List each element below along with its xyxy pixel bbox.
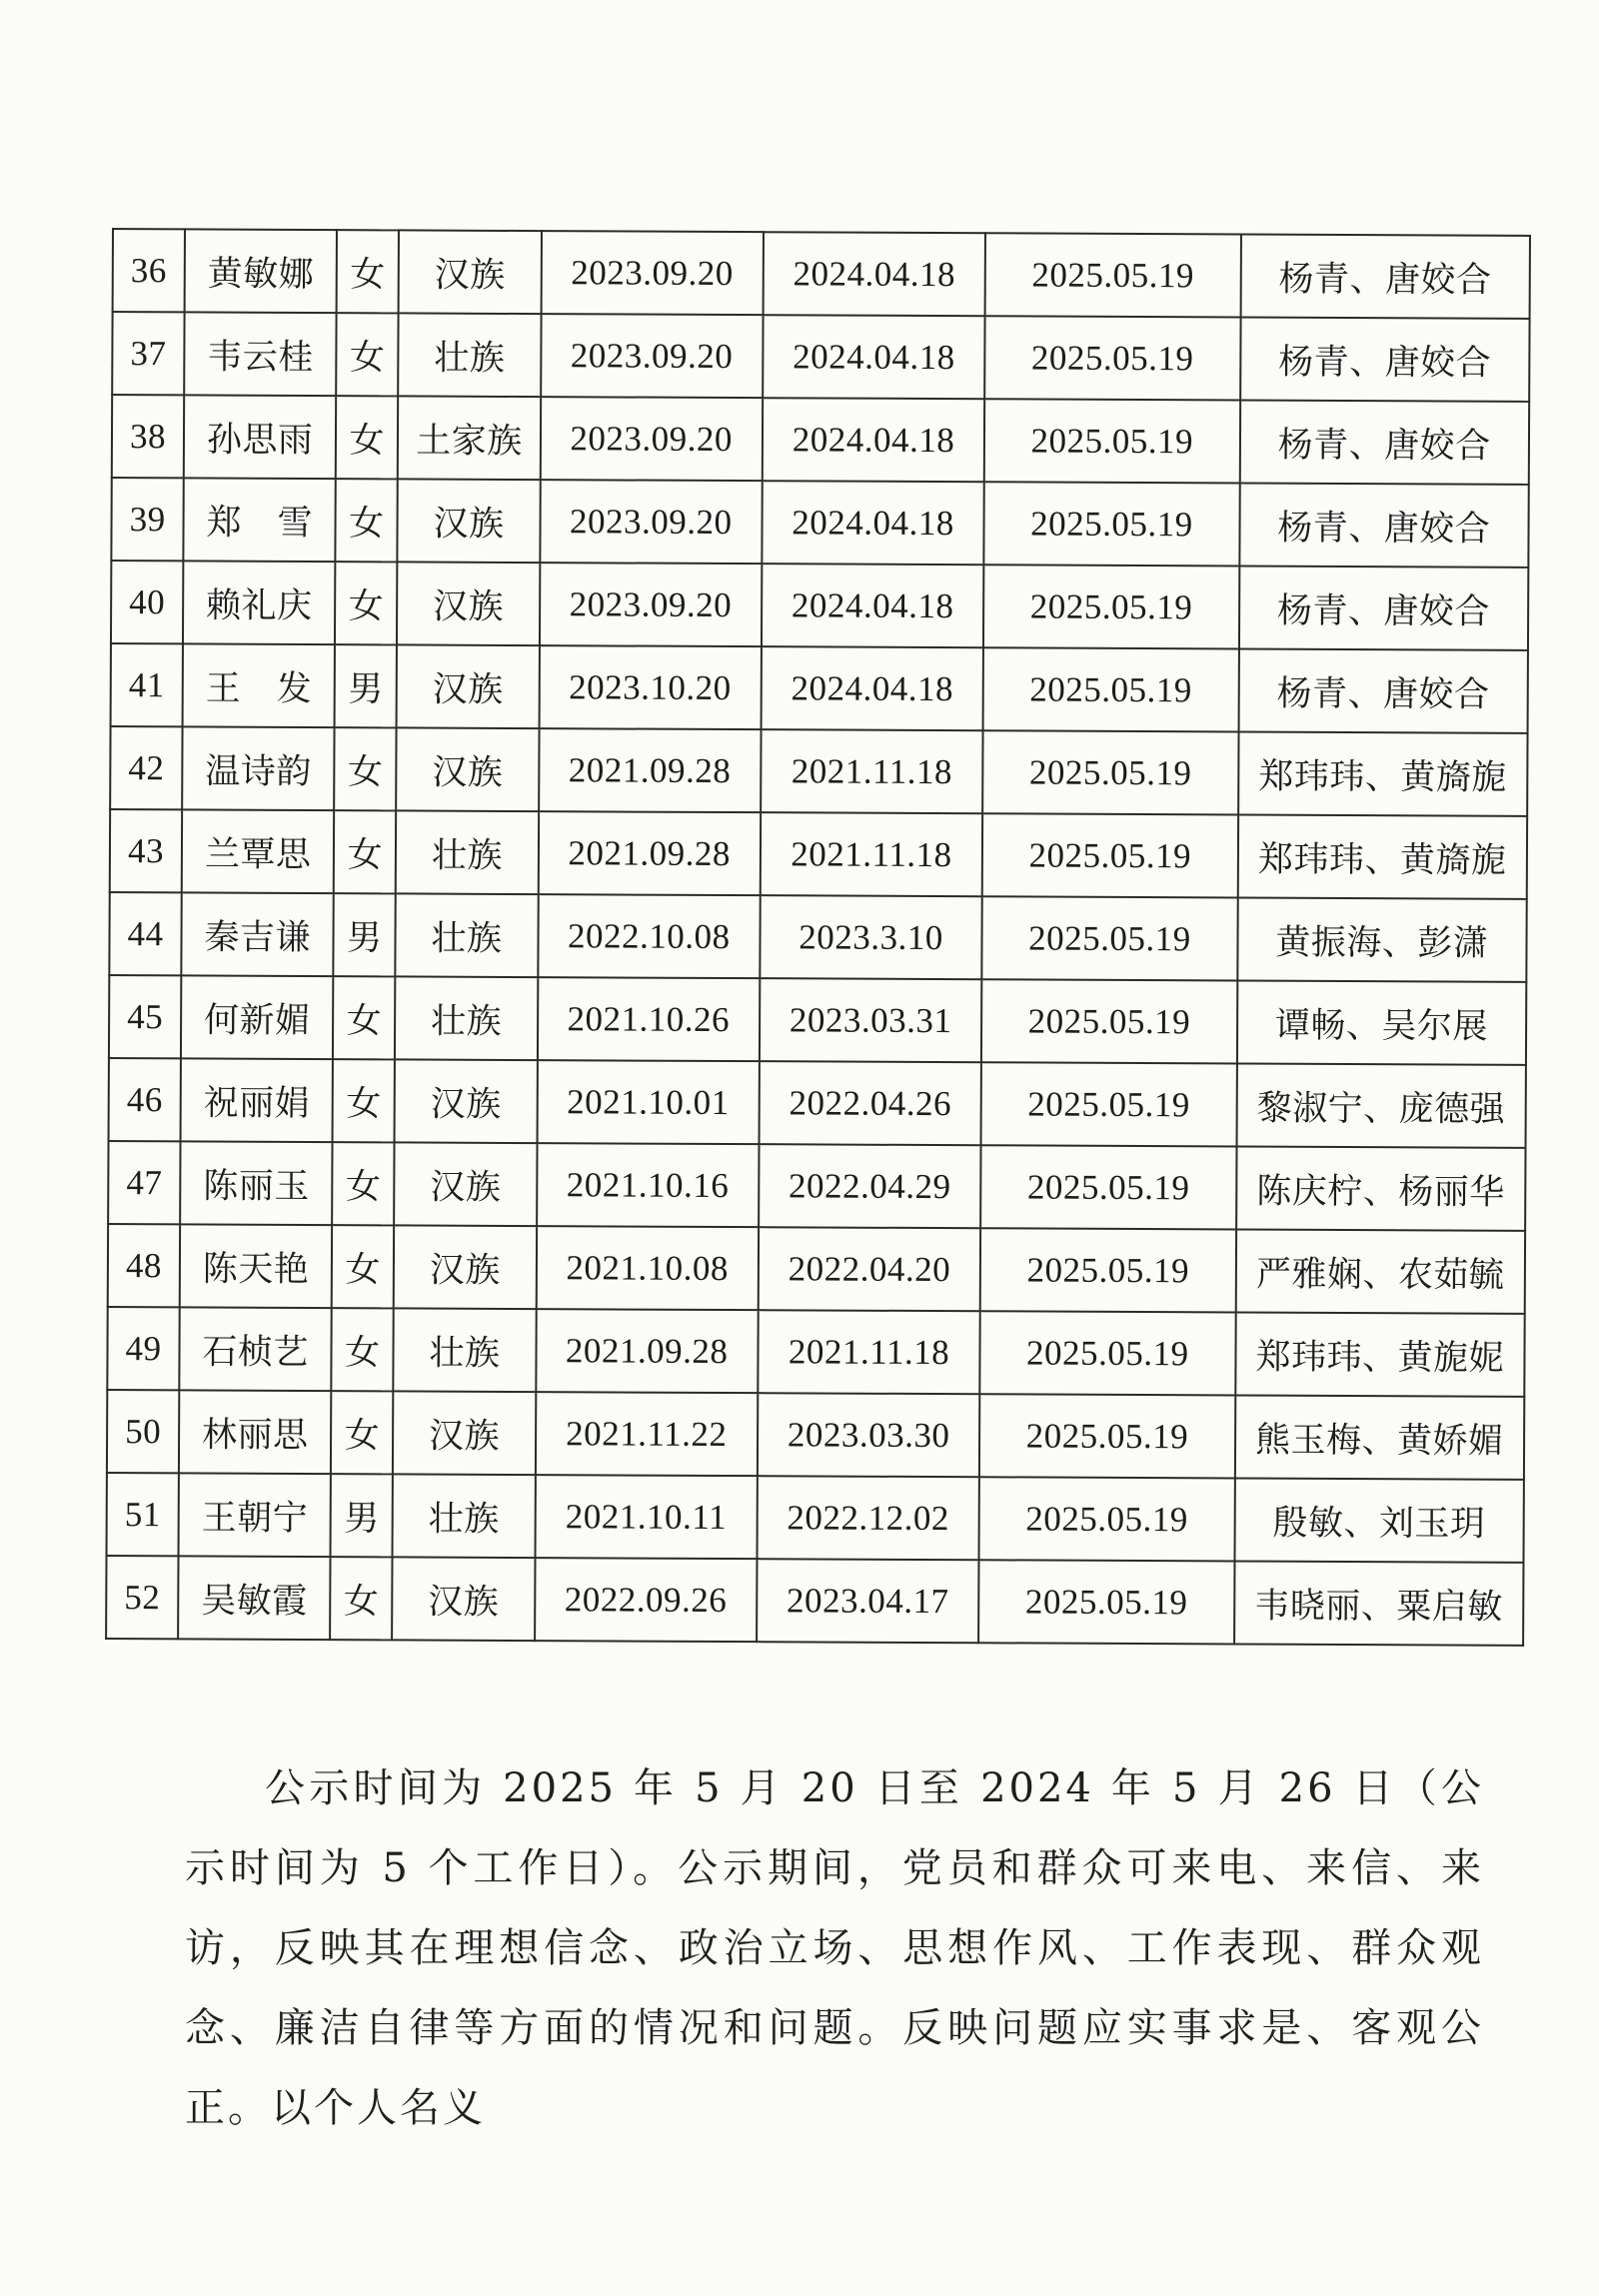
table-row bbox=[107, 1307, 1524, 1397]
introducers-cell: 韦晓丽、粟启敏 bbox=[1234, 1562, 1524, 1646]
application-date-cell: 2023.09.20 bbox=[540, 563, 763, 646]
member-sex-cell: 女 bbox=[332, 1225, 394, 1308]
member-name-cell: 吴敏霞 bbox=[178, 1556, 331, 1640]
member-sex-cell: 女 bbox=[337, 230, 399, 313]
member-name-cell: 兰覃思 bbox=[182, 809, 335, 893]
activist-date-cell: 2024.04.18 bbox=[763, 232, 985, 316]
candidate-date-cell: 2025.05.19 bbox=[981, 979, 1237, 1063]
member-sex-cell: 女 bbox=[336, 396, 398, 479]
member-sex-cell: 女 bbox=[334, 727, 396, 810]
candidate-date-cell: 2025.05.19 bbox=[979, 1394, 1235, 1478]
member-name-cell: 秦吉谦 bbox=[181, 892, 334, 976]
activist-date-cell: 2024.04.18 bbox=[762, 564, 984, 647]
member-ethnicity-cell: 壮族 bbox=[394, 1308, 537, 1392]
candidate-date-cell: 2025.05.19 bbox=[982, 730, 1238, 814]
application-date-cell: 2021.10.01 bbox=[537, 1060, 760, 1144]
publicity-notice bbox=[185, 1748, 1484, 2148]
member-name-cell: 王朝宁 bbox=[179, 1473, 332, 1557]
activist-date-cell: 2022.04.26 bbox=[759, 1061, 981, 1145]
introducers-cell: 郑玮玮、黄旖旎 bbox=[1238, 732, 1528, 816]
activist-date-cell: 2023.3.10 bbox=[760, 895, 982, 979]
table-row bbox=[109, 1058, 1526, 1148]
row-number-cell: 50 bbox=[107, 1390, 179, 1473]
activist-date-cell: 2024.04.18 bbox=[763, 398, 985, 482]
introducers-cell: 黎淑宁、庞德强 bbox=[1236, 1064, 1526, 1148]
candidate-date-cell: 2025.05.19 bbox=[984, 316, 1240, 400]
row-number-cell: 42 bbox=[110, 726, 182, 809]
introducers-cell: 杨青、唐姣合 bbox=[1239, 401, 1529, 485]
member-name-cell: 石桢艺 bbox=[179, 1307, 332, 1391]
candidate-date-cell: 2025.05.19 bbox=[980, 1228, 1236, 1312]
introducers-cell: 严雅娴、农茹毓 bbox=[1235, 1230, 1525, 1314]
table-row bbox=[109, 892, 1526, 982]
row-number-cell: 40 bbox=[111, 561, 183, 643]
application-date-cell: 2022.10.08 bbox=[538, 894, 761, 978]
introducers-cell: 黄振海、彭潇 bbox=[1237, 898, 1527, 982]
member-sex-cell: 女 bbox=[331, 1391, 393, 1474]
member-ethnicity-cell: 汉族 bbox=[394, 1142, 537, 1226]
member-ethnicity-cell: 汉族 bbox=[395, 1059, 538, 1143]
candidate-date-cell: 2025.05.19 bbox=[979, 1311, 1235, 1395]
member-sex-cell: 女 bbox=[333, 1059, 395, 1142]
introducers-cell: 杨青、唐姣合 bbox=[1239, 484, 1529, 568]
row-number-cell: 47 bbox=[108, 1141, 180, 1224]
introducers-cell: 熊玉梅、黄娇媚 bbox=[1234, 1396, 1524, 1480]
activist-date-cell: 2023.04.17 bbox=[757, 1559, 979, 1643]
candidate-date-cell: 2025.05.19 bbox=[980, 1145, 1236, 1229]
member-sex-cell: 女 bbox=[332, 1142, 394, 1225]
row-number-cell: 37 bbox=[112, 312, 184, 395]
member-sex-cell: 女 bbox=[332, 1308, 394, 1391]
activist-date-cell: 2021.11.18 bbox=[761, 812, 983, 896]
member-sex-cell: 男 bbox=[331, 1474, 393, 1557]
member-name-cell: 林丽思 bbox=[179, 1390, 332, 1474]
row-number-cell: 41 bbox=[111, 643, 183, 726]
member-ethnicity-cell: 壮族 bbox=[399, 313, 542, 397]
candidate-date-cell: 2025.05.19 bbox=[984, 399, 1240, 483]
table-row bbox=[108, 1141, 1525, 1231]
member-name-cell: 王 发 bbox=[183, 643, 336, 727]
introducers-cell: 谭畅、吴尔展 bbox=[1236, 981, 1526, 1065]
member-ethnicity-cell: 汉族 bbox=[394, 1225, 537, 1309]
application-date-cell: 2021.10.08 bbox=[536, 1226, 759, 1310]
activist-date-cell: 2021.11.18 bbox=[761, 729, 983, 813]
activist-date-cell: 2024.04.18 bbox=[762, 481, 984, 565]
candidate-date-cell: 2025.05.19 bbox=[984, 482, 1240, 566]
row-number-cell: 49 bbox=[107, 1307, 179, 1390]
application-date-cell: 2023.09.20 bbox=[540, 480, 763, 564]
introducers-cell: 杨青、唐姣合 bbox=[1239, 567, 1529, 650]
application-date-cell: 2023.10.20 bbox=[539, 645, 762, 729]
table-row bbox=[111, 478, 1528, 568]
member-ethnicity-cell: 壮族 bbox=[396, 893, 539, 977]
introducers-cell: 杨青、唐姣合 bbox=[1238, 649, 1528, 733]
member-name-cell: 孙思雨 bbox=[184, 395, 337, 479]
member-name-cell: 赖礼庆 bbox=[183, 561, 336, 644]
member-ethnicity-cell: 汉族 bbox=[397, 644, 540, 728]
row-number-cell: 38 bbox=[112, 395, 184, 478]
application-date-cell: 2021.09.28 bbox=[536, 1309, 759, 1393]
member-ethnicity-cell: 汉族 bbox=[397, 727, 540, 811]
member-sex-cell: 女 bbox=[336, 313, 398, 396]
candidate-date-cell: 2025.05.19 bbox=[983, 565, 1239, 648]
activist-date-cell: 2022.04.20 bbox=[759, 1227, 981, 1311]
row-number-cell: 51 bbox=[107, 1473, 179, 1556]
introducers-cell: 陈庆柠、杨丽华 bbox=[1236, 1147, 1526, 1231]
candidate-roster-table bbox=[105, 228, 1531, 1647]
member-ethnicity-cell: 壮族 bbox=[396, 810, 539, 894]
member-sex-cell: 女 bbox=[335, 562, 397, 644]
row-number-cell: 43 bbox=[110, 809, 182, 892]
roster-table-body bbox=[106, 229, 1530, 1646]
candidate-date-cell: 2025.05.19 bbox=[978, 1560, 1234, 1644]
member-ethnicity-cell: 土家族 bbox=[398, 396, 541, 480]
application-date-cell: 2021.10.11 bbox=[535, 1475, 758, 1559]
introducers-cell: 郑玮玮、黄旎妮 bbox=[1235, 1313, 1525, 1397]
table-row bbox=[110, 726, 1527, 816]
activist-date-cell: 2024.04.18 bbox=[761, 646, 983, 730]
member-name-cell: 温诗韵 bbox=[182, 726, 335, 810]
row-number-cell: 39 bbox=[111, 478, 183, 561]
table-row bbox=[108, 1224, 1525, 1314]
member-name-cell: 郑 雪 bbox=[183, 478, 336, 562]
introducers-cell: 殷敏、刘玉玥 bbox=[1234, 1479, 1524, 1563]
table-row bbox=[112, 395, 1529, 485]
table-row bbox=[111, 643, 1528, 733]
member-name-cell: 韦云桂 bbox=[184, 312, 337, 396]
member-sex-cell: 女 bbox=[336, 479, 398, 562]
member-ethnicity-cell: 壮族 bbox=[393, 1474, 536, 1558]
member-name-cell: 陈丽玉 bbox=[180, 1141, 333, 1225]
member-ethnicity-cell: 汉族 bbox=[397, 562, 540, 645]
row-number-cell: 36 bbox=[113, 229, 185, 312]
row-number-cell: 52 bbox=[106, 1556, 178, 1639]
member-sex-cell: 女 bbox=[333, 976, 395, 1059]
table-row bbox=[109, 975, 1526, 1065]
member-sex-cell: 女 bbox=[330, 1557, 392, 1640]
member-name-cell: 陈天艳 bbox=[180, 1224, 333, 1308]
introducers-cell: 杨青、唐姣合 bbox=[1240, 235, 1530, 319]
table-row bbox=[113, 229, 1530, 319]
application-date-cell: 2021.09.28 bbox=[539, 728, 762, 812]
application-date-cell: 2021.10.26 bbox=[537, 977, 760, 1061]
member-ethnicity-cell: 汉族 bbox=[399, 230, 542, 314]
application-date-cell: 2023.09.20 bbox=[541, 231, 764, 315]
table-row bbox=[107, 1390, 1524, 1480]
table-row bbox=[107, 1473, 1524, 1563]
member-name-cell: 祝丽娟 bbox=[181, 1058, 334, 1142]
activist-date-cell: 2021.11.18 bbox=[758, 1310, 980, 1394]
candidate-date-cell: 2025.05.19 bbox=[982, 813, 1238, 897]
member-ethnicity-cell: 汉族 bbox=[392, 1557, 535, 1641]
candidate-date-cell: 2025.05.19 bbox=[981, 1062, 1237, 1146]
notice-paragraph: 公示时间为 2025 年 5 月 20 日至 2024 年 5 月 26 日（公示时间为 5 个工作日）。公示期间，党员和群众可来电、来信、来访，反映其在理想信念、政治立场、思想作风、工作表现、群众观念、廉洁自律等方面的情况和问题。反映问题应实事求是、客观公正。以个人名义 bbox=[185, 1765, 1484, 2131]
member-ethnicity-cell: 汉族 bbox=[398, 479, 541, 563]
activist-date-cell: 2022.12.02 bbox=[757, 1476, 979, 1560]
table-row bbox=[110, 809, 1527, 899]
application-date-cell: 2023.09.20 bbox=[540, 397, 763, 481]
application-date-cell: 2022.09.26 bbox=[535, 1558, 758, 1642]
activist-date-cell: 2023.03.30 bbox=[758, 1393, 980, 1477]
application-date-cell: 2021.11.22 bbox=[535, 1392, 758, 1476]
application-date-cell: 2021.10.16 bbox=[537, 1143, 760, 1227]
candidate-date-cell: 2025.05.19 bbox=[979, 1477, 1235, 1561]
candidate-date-cell: 2025.05.19 bbox=[982, 896, 1238, 980]
table-row bbox=[111, 561, 1528, 650]
member-sex-cell: 男 bbox=[334, 893, 396, 976]
member-ethnicity-cell: 汉族 bbox=[393, 1391, 536, 1475]
application-date-cell: 2023.09.20 bbox=[541, 314, 764, 398]
member-sex-cell: 女 bbox=[334, 810, 396, 893]
row-number-cell: 45 bbox=[109, 975, 181, 1058]
candidate-date-cell: 2025.05.19 bbox=[983, 647, 1239, 731]
table-row bbox=[112, 312, 1529, 402]
member-sex-cell: 男 bbox=[335, 644, 397, 727]
activist-date-cell: 2022.04.29 bbox=[759, 1144, 981, 1228]
introducers-cell: 郑玮玮、黄旖旎 bbox=[1237, 815, 1527, 899]
candidate-date-cell: 2025.05.19 bbox=[985, 233, 1241, 317]
row-number-cell: 48 bbox=[108, 1224, 180, 1307]
activist-date-cell: 2024.04.18 bbox=[763, 315, 985, 399]
table-row bbox=[106, 1556, 1523, 1646]
application-date-cell: 2021.09.28 bbox=[538, 811, 761, 895]
introducers-cell: 杨青、唐姣合 bbox=[1240, 318, 1530, 402]
row-number-cell: 46 bbox=[109, 1058, 181, 1141]
row-number-cell: 44 bbox=[109, 892, 181, 975]
member-name-cell: 黄敏娜 bbox=[185, 229, 338, 313]
member-name-cell: 何新媚 bbox=[181, 975, 334, 1059]
activist-date-cell: 2023.03.31 bbox=[760, 978, 982, 1062]
member-ethnicity-cell: 壮族 bbox=[395, 976, 538, 1060]
